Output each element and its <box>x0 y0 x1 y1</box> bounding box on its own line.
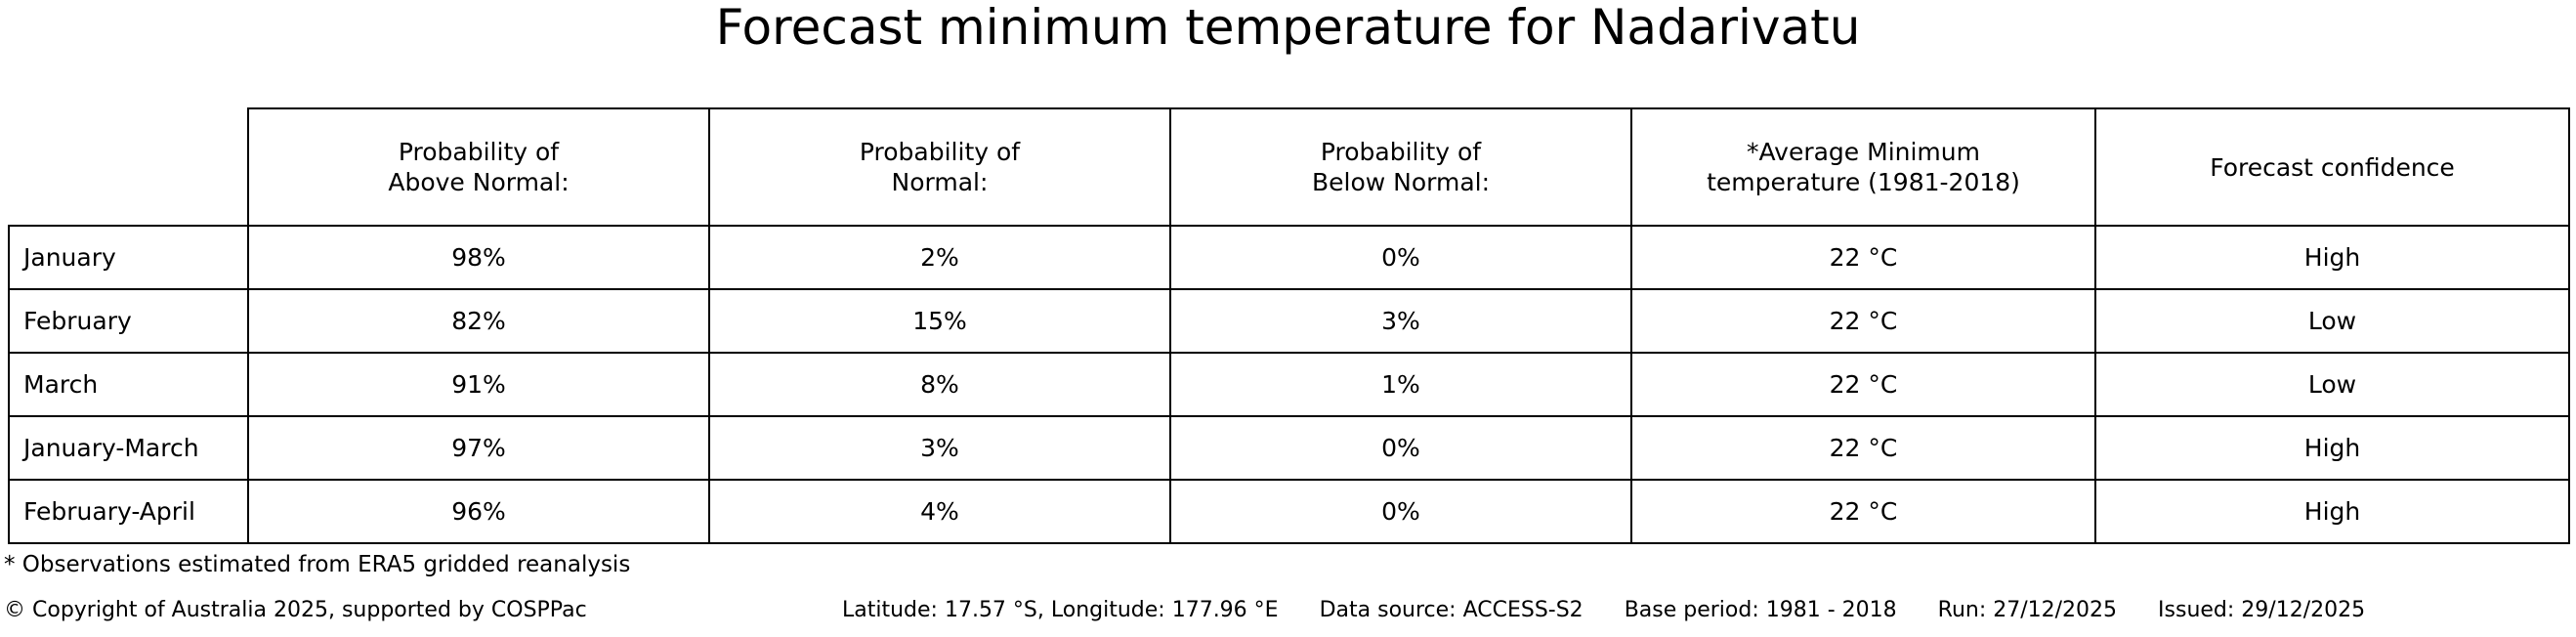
cell-january-below-normal: 0% <box>1170 226 1631 289</box>
table-corner-cell <box>9 108 248 226</box>
base-period-text: Base period: 1981 - 2018 <box>1624 598 1897 622</box>
cell-february-april-above-normal: 96% <box>248 480 709 543</box>
cell-january-march-average-min-temp: 22 °C <box>1631 416 2095 480</box>
cell-february-confidence: Low <box>2095 289 2569 353</box>
footer-metadata <box>842 598 2365 622</box>
column-header-below-normal <box>1170 108 1631 226</box>
page-title: Forecast minimum temperature for Nadarivatu <box>715 0 1861 56</box>
table-row <box>9 289 2569 353</box>
column-header-normal-line2: Normal: <box>891 168 989 196</box>
column-header-above-normal-line2: Above Normal: <box>388 168 570 196</box>
cell-february-below-normal: 3% <box>1170 289 1631 353</box>
column-header-below-normal-line1: Probability of <box>1320 138 1482 166</box>
cell-january-march-normal: 3% <box>709 416 1170 480</box>
cell-february-april-average-min-temp: 22 °C <box>1631 480 2095 543</box>
table-row <box>9 416 2569 480</box>
column-header-forecast-confidence-line1: Forecast confidence <box>2210 152 2455 182</box>
data-source-text: Data source: ACCESS-S2 <box>1319 598 1584 622</box>
column-header-below-normal-line2: Below Normal: <box>1311 168 1491 196</box>
column-header-normal <box>709 108 1170 226</box>
row-label-february-april: February-April <box>9 480 248 543</box>
forecast-table-container <box>8 107 2568 544</box>
table-row <box>9 353 2569 416</box>
row-label-january: January <box>9 226 248 289</box>
cell-january-confidence: High <box>2095 226 2569 289</box>
column-header-average-min-temp-line1: *Average Minimum <box>1747 138 1980 166</box>
cell-february-april-normal: 4% <box>709 480 1170 543</box>
cell-february-normal: 15% <box>709 289 1170 353</box>
cell-march-normal: 8% <box>709 353 1170 416</box>
cell-february-average-min-temp: 22 °C <box>1631 289 2095 353</box>
cell-january-march-confidence: High <box>2095 416 2569 480</box>
location-text: Latitude: 17.57 °S, Longitude: 177.96 °E <box>842 598 1279 622</box>
row-label-january-march: January-March <box>9 416 248 480</box>
cell-january-above-normal: 98% <box>248 226 709 289</box>
copyright-text: © Copyright of Australia 2025, supported by COSPPac <box>4 598 587 622</box>
cell-february-april-below-normal: 0% <box>1170 480 1631 543</box>
column-header-above-normal <box>248 108 709 226</box>
run-date-text: Run: 27/12/2025 <box>1937 598 2118 622</box>
cell-february-april-confidence: High <box>2095 480 2569 543</box>
table-row <box>9 480 2569 543</box>
cell-january-march-below-normal: 0% <box>1170 416 1631 480</box>
row-label-march: March <box>9 353 248 416</box>
column-header-normal-line1: Probability of <box>859 138 1021 166</box>
column-header-average-min-temp <box>1631 108 2095 226</box>
cell-march-below-normal: 1% <box>1170 353 1631 416</box>
cell-march-above-normal: 91% <box>248 353 709 416</box>
column-header-average-min-temp-line2: temperature (1981-2018) <box>1707 168 2020 196</box>
table-row <box>9 226 2569 289</box>
column-header-forecast-confidence <box>2095 108 2569 226</box>
table-header-row <box>9 108 2569 226</box>
cell-january-normal: 2% <box>709 226 1170 289</box>
column-header-above-normal-line1: Probability of <box>398 138 560 166</box>
cell-march-average-min-temp: 22 °C <box>1631 353 2095 416</box>
issued-date-text: Issued: 29/12/2025 <box>2158 598 2366 622</box>
footnote-text: * Observations estimated from ERA5 gridded reanalysis <box>4 552 631 577</box>
cell-january-march-above-normal: 97% <box>248 416 709 480</box>
forecast-table <box>8 107 2570 544</box>
row-label-february: February <box>9 289 248 353</box>
cell-march-confidence: Low <box>2095 353 2569 416</box>
cell-february-above-normal: 82% <box>248 289 709 353</box>
cell-january-average-min-temp: 22 °C <box>1631 226 2095 289</box>
